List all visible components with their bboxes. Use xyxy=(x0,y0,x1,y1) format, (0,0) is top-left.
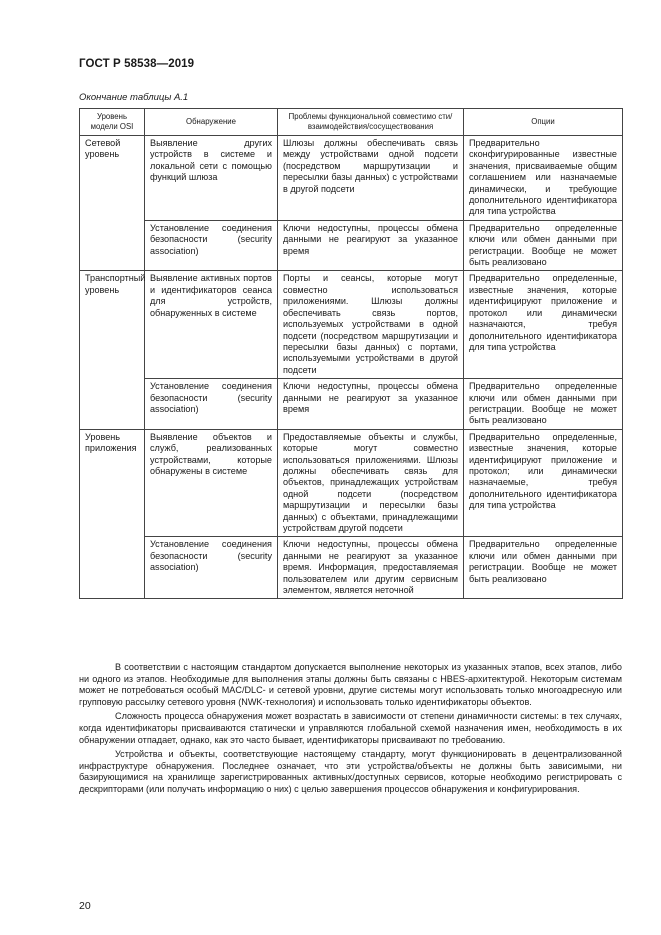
body-text xyxy=(79,662,622,799)
header-options: Опции xyxy=(464,109,623,136)
header-problems: Проблемы функциональной совместимо сти/взаимодействия/сосуществования xyxy=(278,109,464,136)
table-row xyxy=(80,136,623,221)
options-cell: Предварительно определенные ключи или обмен данными при регистрации. Вообще не может быть реализовано xyxy=(464,220,623,271)
detection-cell: Выявление других устройств в системе и локальной сети с помощью функций шлюза xyxy=(145,136,278,221)
table-header-row xyxy=(80,109,623,136)
detection-cell: Установление соединения безопасности (security association) xyxy=(145,220,278,271)
paragraph: В соответствии с настоящим стандартом допускается выполнение некоторых из указанных этапов, всех этапов, либо ни одного из этапов. Необходимые для выполнения этапы должны быть связаны с HBES-архитектурой. Некоторым системам может не потребоваться особый MAC/DLC- и сетевой уровни, другие системы могут использовать только многоадресную или групповую рассылку сетевого уровня (NWK-технология) и использовать только идентификаторы объектов. xyxy=(79,662,622,707)
problems-cell: Ключи недоступны, процессы обмена данными не реагируют за указанное время xyxy=(278,379,464,430)
problems-cell: Ключи недоступны, процессы обмена данными не реагируют за указанное время. Информация, предоставляемая пользователем или другим сервисным элементом, является неточной xyxy=(278,537,464,599)
detection-cell: Выявление объектов и служб, реализованных устройствами, которые обнаружены в системе xyxy=(145,429,278,537)
problems-cell: Предоставляемые объекты и службы, которые могут совместно использоваться приложениями. Шлюзы должны обеспечивать связь для объектов, принадлежащих устройствам одной подсети (посредством маршрутизации и пересылки базы данных) с объектами, принадлежащими устройствам другой подсети xyxy=(278,429,464,537)
paragraph: Сложность процесса обнаружения может возрастать в зависимости от степени динамичности системы: в тех случаях, когда идентификаторы присваиваются статически и управляются глобальной схемой назначения имен, необходимость в их обнаружении отпадает, однако, как это часто бывает, идентификаторы присваивают по требованию. xyxy=(79,711,622,745)
options-cell: Предварительно определенные, известные значения, которые идентифицируют приложение и протокол; или динамически назначаемые, требуя дополнительного идентификатора для типа устройства xyxy=(464,429,623,537)
table-caption: Окончание таблицы А.1 xyxy=(79,92,189,103)
detection-cell: Выявление активных портов и идентификаторов сеанса для устройств, обнаруженных в системе xyxy=(145,271,278,379)
options-cell: Предварительно определенные ключи или обмен данными при регистрации. Вообще не может быть реализовано xyxy=(464,537,623,599)
options-cell: Предварительно сконфигурированные известные значения, присваиваемые общим соглашением или назначаемые динамически, и требующие дополнительного идентификатора для типа устройства xyxy=(464,136,623,221)
options-cell: Предварительно определенные ключи или обмен данными при регистрации. Вообще не может быть реализовано xyxy=(464,379,623,430)
header-detection: Обнаружение xyxy=(145,109,278,136)
osi-level-cell: Сетевой уровень xyxy=(80,136,145,271)
table-row xyxy=(80,220,623,271)
table-row xyxy=(80,537,623,599)
table-row xyxy=(80,429,623,537)
osi-level-cell: Уровень приложения xyxy=(80,429,145,599)
table-row xyxy=(80,379,623,430)
document-header: ГОСТ Р 58538—2019 xyxy=(79,58,195,70)
problems-cell: Ключи недоступны, процессы обмена данными не реагируют за указанное время xyxy=(278,220,464,271)
header-osi-level: Уровень модели OSI xyxy=(80,109,145,136)
page-number: 20 xyxy=(79,900,91,912)
options-cell: Предварительно определенные, известные значения, которые идентифицируют приложение и протокол или динамически назначаются, требуя дополнительного идентификатора для типа устройства xyxy=(464,271,623,379)
osi-table xyxy=(79,108,623,599)
detection-cell: Установление соединения безопасности (security association) xyxy=(145,379,278,430)
problems-cell: Порты и сеансы, которые могут совместно использоваться приложениями. Шлюзы должны обеспечивать связь портов, используемых устройствами в одной подсети (посредством маршрутизации и пересылки базы данных) с портами, используемыми устройствами в другой подсети xyxy=(278,271,464,379)
paragraph: Устройства и объекты, соответствующие настоящему стандарту, могут функционировать в децентрализованной инфраструктуре обнаружения. Последнее означает, что эти устройства/объекты не должны быть зависимыми, ни базирующимися на хранилище зарегистрированных активных/доступных сервисов, которые необходимо регистрировать с дескрипторами (или получать информацию о них) с целью завершения процессов обнаружения и конфигурирования. xyxy=(79,749,622,794)
osi-level-cell: Транспортный уровень xyxy=(80,271,145,429)
detection-cell: Установление соединения безопасности (security association) xyxy=(145,537,278,599)
table-row xyxy=(80,271,623,379)
problems-cell: Шлюзы должны обеспечивать связь между устройствами одной подсети (посредством маршрутизации и пересылки базы данных) с устройствами в другой подсети xyxy=(278,136,464,221)
